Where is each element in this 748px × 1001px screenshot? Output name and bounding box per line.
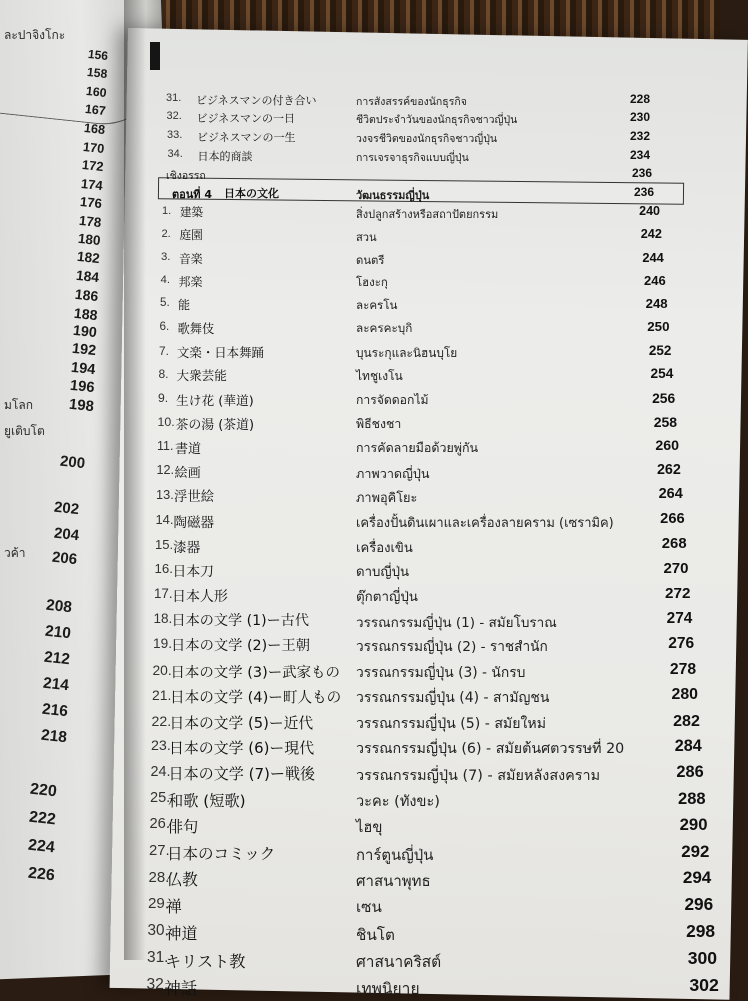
toc-entry-thai-title: เซน (356, 898, 382, 917)
toc-entry-page-number: 242 (640, 226, 662, 241)
toc-entry-thai-title: วะคะ (ทังขะ) (356, 793, 440, 811)
toc-entry-page-number: 274 (666, 610, 693, 628)
toc-entry-thai-title: การสังสรรค์ของนักธุรกิจ (356, 96, 467, 108)
page-edge-marker (150, 42, 160, 70)
left-page-number: 198 (68, 396, 95, 415)
toc-entry-japanese-title: 和歌 (短歌) (168, 792, 246, 811)
toc-entry-japanese-title: ビジネスマンの一生 (197, 131, 296, 144)
left-page-number: 186 (74, 286, 100, 305)
left-page-text-fragment: มโลก (4, 398, 33, 412)
left-page-number: 178 (78, 212, 102, 230)
toc-entry-thai-title: ภาพวาดญี่ปุ่น (356, 466, 430, 482)
toc-entry-thai-title: วรรณกรรมญี่ปุ่น (5) - สมัยใหม่ (356, 715, 546, 732)
toc-entry-thai-title: ดนตรี (356, 253, 385, 267)
left-page-number: 212 (43, 648, 71, 669)
section-label: ตอนที่ 4 (172, 188, 213, 201)
toc-entry-number: 26. (149, 816, 170, 833)
left-page-number: 226 (26, 864, 56, 885)
toc-entry-page-number: 276 (668, 635, 695, 653)
toc-entry-japanese-title: 茶の湯 (茶道) (175, 417, 255, 433)
toc-entry-page-number: 286 (676, 763, 704, 782)
left-page-number: 214 (42, 674, 70, 695)
toc-entry-japanese-title: 書道 (175, 442, 202, 457)
toc-entry-page-number: 252 (648, 342, 672, 358)
toc-entry-thai-title: วรรณกรรมญี่ปุ่น (2) - ราชสำนัก (356, 639, 548, 656)
toc-entry-page-number: 230 (629, 110, 650, 124)
left-page-number: 158 (86, 65, 108, 82)
left-page-number: 208 (45, 596, 73, 617)
toc-entry-japanese-title: 神話 (164, 978, 198, 998)
toc-entry-japanese-title: 大衆芸能 (176, 368, 227, 384)
toc-entry-page-number: 256 (652, 390, 676, 407)
toc-entry-japanese-title: 禅 (166, 897, 182, 917)
left-page-number: 168 (83, 120, 106, 137)
toc-entry-thai-title: ไฮขุ (356, 819, 383, 837)
left-page-number: 206 (51, 548, 78, 569)
toc-entry-thai-title: วรรณกรรมญี่ปุ่น (6) - สมัยต้นศตวรรษที่ 20 (356, 741, 625, 758)
toc-entry-number: 5. (160, 296, 170, 309)
toc-entry-japanese-title: 仏教 (166, 869, 198, 889)
toc-entry-page-number: 302 (689, 974, 719, 995)
toc-entry-page-number: 278 (669, 660, 697, 678)
toc-entry-thai-title: ชินโต (356, 926, 395, 945)
toc-entry-japanese-title: ビジネスマンの一日 (196, 112, 295, 125)
toc-entry-thai-title: ภาพอุคิโยะ (356, 491, 418, 507)
toc-entry-page-number: 254 (650, 366, 674, 382)
toc-entry-page-number: 264 (658, 486, 683, 503)
toc-entry-japanese-title: 生け花 (華道) (176, 394, 254, 410)
toc-entry-number: 21. (152, 687, 172, 703)
toc-entry-number: 31. (147, 949, 169, 966)
toc-entry-page-number: 296 (684, 894, 714, 915)
toc-entry-number: 25. (150, 790, 171, 807)
toc-entry-japanese-title: 日本の文学 (6)ー現代 (169, 739, 315, 758)
left-page-number: 192 (71, 341, 97, 360)
toc-footnotes-label: เชิงอรรถ (166, 170, 206, 182)
left-page-number: 156 (87, 46, 109, 64)
left-page-number: 190 (72, 322, 98, 342)
toc-entry-thai-title: การจัดดอกไม้ (356, 393, 429, 408)
left-page-number: 222 (28, 808, 57, 829)
toc-entry-japanese-title: 陶磁器 (173, 514, 214, 531)
toc-entry-page-number: 284 (674, 737, 702, 756)
left-page-number: 174 (80, 175, 104, 193)
book-gutter-shadow (124, 0, 146, 960)
left-page-number: 180 (77, 230, 102, 249)
toc-entry-thai-title: เทพนิยาย (356, 979, 420, 998)
toc-entry-thai-title: การคัดลายมือด้วยพู่กัน (356, 440, 479, 455)
left-page-text-fragment: ละปาจิงโกะ (4, 28, 66, 42)
left-page-number: 218 (40, 726, 68, 747)
toc-entry-japanese-title: 日本のコミック (167, 844, 276, 863)
toc-entry-page-number: 290 (679, 815, 708, 835)
toc-entry-thai-title: วรรณกรรมญี่ปุ่น (3) - นักรบ (356, 664, 526, 681)
toc-entry-page-number: 260 (655, 438, 679, 454)
toc-entry-number: 7. (159, 343, 169, 358)
toc-entry-number: 4. (160, 273, 171, 286)
toc-entry-japanese-title: 日本の文学 (1)ー古代 (171, 613, 309, 630)
toc-entry-japanese-title: キリスト教 (165, 952, 246, 971)
toc-entry-number: 32. (166, 110, 182, 122)
toc-entry-number: 24. (150, 764, 171, 781)
toc-entry-japanese-title: 絵画 (174, 466, 201, 482)
toc-entry-japanese-title: 日本の文学 (2)ー王朝 (171, 638, 311, 655)
toc-entry-thai-title: วรรณกรรมญี่ปุ่น (1) - สมัยโบราณ (356, 615, 557, 632)
left-page-number: 167 (84, 102, 107, 119)
left-page-number: 224 (27, 836, 56, 857)
toc-entry-japanese-title: 浮世絵 (174, 490, 215, 506)
toc-entry-number: 13. (156, 487, 174, 503)
toc-entry-number: 8. (158, 367, 169, 382)
left-page-number: 182 (76, 249, 101, 267)
toc-entry-page-number: 268 (661, 535, 687, 552)
toc-entry-page-number: 250 (647, 319, 670, 335)
toc-entry-number: 17. (154, 586, 173, 602)
toc-entry-page-number: 232 (629, 129, 650, 143)
toc-entry-japanese-title: 俳句 (167, 818, 199, 837)
toc-entry-number: 14. (155, 511, 174, 527)
toc-footnotes-page: 236 (631, 166, 652, 180)
left-page-text-fragment: ยูเติบโต (4, 424, 45, 438)
toc-entry-page-number: 246 (643, 272, 666, 288)
toc-entry-japanese-title: 音楽 (179, 251, 203, 266)
toc-entry-page-number: 228 (629, 92, 650, 106)
left-page-number: 216 (41, 700, 69, 721)
toc-entry-page-number: 266 (660, 510, 685, 527)
toc-entry-number: 16. (154, 561, 173, 577)
toc-entry-japanese-title: ビジネスマンの付き合い (196, 94, 317, 107)
toc-entry-number: 3. (161, 250, 171, 263)
toc-entry-thai-title: ศาสนาคริสต์ (356, 953, 442, 971)
toc-entry-page-number: 292 (681, 841, 710, 861)
toc-entry-japanese-title: 日本人形 (172, 589, 228, 606)
left-page-number: 170 (82, 138, 106, 157)
toc-entry-number: 31. (166, 92, 182, 104)
toc-entry-number: 1. (162, 205, 172, 217)
toc-entry-number: 9. (158, 391, 169, 406)
toc-entry-page-number: 294 (682, 867, 712, 887)
toc-entry-page-number: 280 (671, 686, 698, 703)
left-page-number: 184 (75, 267, 100, 285)
toc-entry-page-number: 240 (639, 204, 660, 218)
toc-entry-japanese-title: 漆器 (173, 539, 201, 556)
left-page-number: 204 (53, 524, 80, 545)
toc-entry-thai-title: ศาสนาพุทธ (356, 871, 431, 890)
toc-entry-japanese-title: 日本の文学 (3)ー武家もの (170, 664, 340, 681)
toc-entry-japanese-title: 庭園 (179, 227, 203, 242)
toc-entry-page-number: 298 (686, 921, 716, 942)
toc-entry-number: 28. (148, 868, 170, 886)
toc-entry-number: 18. (153, 611, 173, 627)
toc-entry-japanese-title: 日本の文学 (4)ー町人もの (170, 689, 342, 706)
toc-entry-thai-title: สวน (356, 230, 377, 244)
section-thai-title: วัฒนธรรมญี่ปุ่น (356, 189, 430, 202)
toc-entry-number: 15. (155, 536, 174, 552)
toc-entry-thai-title: วรรณกรรมญี่ปุ่น (7) - สมัยหลังสงคราม (356, 768, 601, 785)
toc-entry-japanese-title: 建築 (180, 205, 203, 219)
toc-entry-japanese-title: 日本刀 (172, 564, 214, 581)
toc-entry-thai-title: สิ่งปลูกสร้างหรือสถาปัตยกรรม (356, 208, 499, 221)
section-page-number: 236 (633, 185, 654, 199)
toc-entry-number: 22. (151, 712, 172, 729)
left-page-number: 220 (29, 780, 58, 801)
toc-entry-thai-title: โฮงะกุ (356, 274, 388, 289)
toc-entry-number: 19. (153, 636, 172, 652)
toc-entry-page-number: 248 (645, 295, 668, 311)
toc-entry-number: 6. (159, 320, 170, 334)
left-page-number: 210 (44, 622, 72, 643)
toc-entry-japanese-title: 日本の文学 (7)ー戦後 (168, 765, 316, 784)
toc-entry-number: 11. (157, 439, 174, 453)
toc-entry-page-number: 288 (678, 789, 706, 809)
toc-entry-japanese-title: 邦楽 (178, 274, 203, 289)
toc-entry-japanese-title: 歌舞伎 (177, 322, 215, 337)
toc-entry-thai-title: ตุ๊กตาญี่ปุ่น (356, 590, 418, 606)
toc-entry-page-number: 282 (673, 711, 700, 730)
toc-entry-thai-title: ละครคะบุกิ (356, 321, 413, 336)
toc-entry-page-number: 272 (665, 585, 691, 603)
toc-entry-thai-title: ละครโน (356, 297, 398, 312)
toc-entry-thai-title: การเจรจาธุรกิจแบบญี่ปุ่น (356, 152, 469, 164)
toc-entry-japanese-title: 神道 (165, 924, 198, 944)
toc-entry-number: 12. (156, 463, 175, 478)
left-page-number: 160 (85, 83, 108, 100)
toc-entry-page-number: 300 (687, 948, 717, 968)
left-page-number: 196 (69, 377, 96, 397)
toc-entry-japanese-title: 能 (178, 297, 191, 312)
section-japanese-title: 日本の文化 (224, 187, 279, 200)
left-page-number: 202 (53, 498, 80, 519)
toc-entry-thai-title: เครื่องเขิน (356, 540, 413, 556)
toc-entry-thai-title: บุนระกุและนิฮนบุโย (356, 345, 458, 360)
left-page-number: 200 (59, 452, 86, 473)
toc-entry-japanese-title: 日本の文学 (5)ー近代 (169, 714, 314, 732)
toc-entry-japanese-title: 日本的商談 (197, 150, 253, 163)
left-page-number: 194 (70, 359, 97, 379)
toc-entry-thai-title: ชีวิตประจำวันของนักธุรกิจชาวญี่ปุ่น (356, 114, 518, 126)
toc-entry-number: 29. (148, 895, 170, 913)
left-page-text-fragment: วค้า (4, 546, 26, 560)
toc-entry-number: 10. (157, 414, 175, 429)
toc-entry-thai-title: วงจรชีวิตของนักธุรกิจชาวญี่ปุ่น (356, 133, 498, 145)
toc-entry-number: 20. (152, 661, 172, 678)
toc-entry-page-number: 244 (642, 249, 664, 265)
left-page-number: 188 (73, 304, 99, 323)
toc-entry-thai-title: วรรณกรรมญี่ปุ่น (4) - สามัญชน (356, 690, 550, 706)
toc-entry-number: 30. (147, 922, 169, 940)
toc-entry-thai-title: การ์ตูนญี่ปุ่น (356, 845, 434, 864)
left-page-number: 176 (79, 194, 103, 212)
toc-entry-number: 32. (146, 975, 169, 993)
toc-entry-page-number: 262 (656, 462, 681, 479)
toc-entry-number: 33. (167, 129, 183, 141)
toc-entry-thai-title: ดาบญี่ปุ่น (356, 565, 410, 581)
toc-entry-number: 27. (149, 842, 170, 859)
toc-entry-number: 2. (161, 227, 171, 240)
toc-entry-page-number: 234 (629, 148, 650, 162)
toc-entry-thai-title: ไทชูเงโน (356, 369, 403, 384)
toc-entry-japanese-title: 文楽・日本舞踊 (177, 344, 264, 360)
toc-entry-thai-title: เครื่องปั้นดินเผาและเครื่องลายคราม (เซรามิค) (356, 515, 614, 531)
toc-entry-thai-title: พิธีชงชา (356, 416, 402, 431)
toc-entry-page-number: 270 (663, 560, 689, 578)
toc-entry-number: 23. (151, 738, 171, 755)
toc-entry-page-number: 258 (653, 413, 678, 430)
toc-entry-number: 34. (167, 148, 183, 160)
left-page-number: 172 (81, 157, 105, 175)
